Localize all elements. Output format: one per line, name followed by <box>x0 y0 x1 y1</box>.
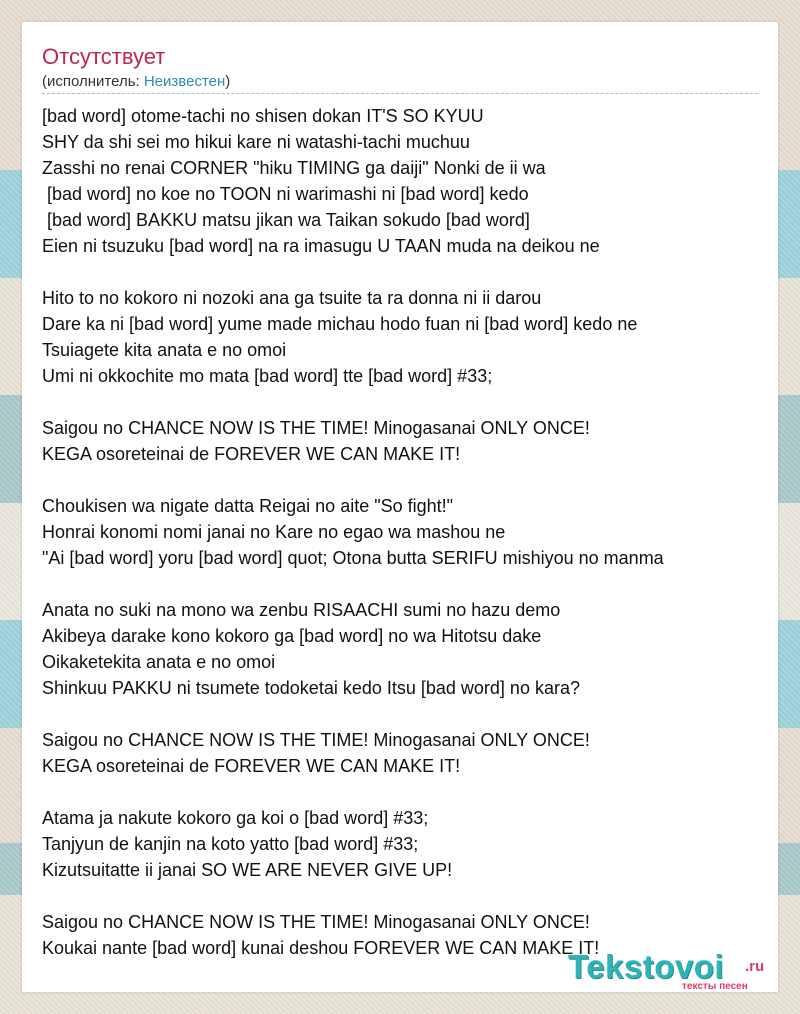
lyric-line: Zasshi no renai CORNER "hiku TIMING ga daiji" Nonki de ii wa <box>42 158 546 178</box>
lyric-line: Saigou no CHANCE NOW IS THE TIME! Minogasanai ONLY ONCE! <box>42 418 590 438</box>
logo-tagline: тексты песен <box>682 981 748 992</box>
lyric-line: Oikaketekita anata e no omoi <box>42 652 276 672</box>
artist-line <box>42 73 230 91</box>
lyric-line: Saigou no CHANCE NOW IS THE TIME! Minogasanai ONLY ONCE! <box>42 912 590 932</box>
stanza-gap <box>42 701 762 727</box>
lyric-line: Tanjyun de kanjin na koto yatto [bad word] #33; <box>42 834 419 854</box>
lyric-line: Hito to no kokoro ni nozoki ana ga tsuite ta ra donna ni ii darou <box>42 288 542 308</box>
lyric-line: Choukisen wa nigate datta Reigai no aite "So fight!" <box>42 496 454 516</box>
artist-link[interactable]: Неизвестен <box>143 73 226 90</box>
lyric-line: Kizutsuitatte ii janai SO WE ARE NEVER GIVE UP! <box>42 860 453 880</box>
lyric-line: Tsuiagete kita anata e no omoi <box>42 340 287 360</box>
lyric-line: [bad word] no koe no TOON ni warimashi ni [bad word] kedo <box>42 184 529 204</box>
lyric-line: SHY da shi sei mo hikui kare ni watashi-tachi muchuu <box>42 132 470 152</box>
lyric-line: Dare ka ni [bad word] yume made michau hodo fuan ni [bad word] kedo ne <box>42 314 638 334</box>
stanza-gap <box>42 571 762 597</box>
lyrics-body <box>42 103 762 961</box>
lyric-line: Koukai nante [bad word] kunai deshou FOREVER WE CAN MAKE IT! <box>42 938 600 958</box>
stanza-gap <box>42 883 762 909</box>
lyric-line: [bad word] otome-tachi no shisen dokan IT'S SO KYUU <box>42 106 484 126</box>
artist-suffix: ) <box>225 73 231 90</box>
stanza-gap <box>42 779 762 805</box>
artist-prefix: (исполнитель: <box>42 73 144 90</box>
logo-wordmark: Tekstovoi <box>568 948 725 985</box>
lyric-line: Umi ni okkochite mo mata [bad word] tte [bad word] #33; <box>42 366 493 386</box>
lyrics-card <box>22 22 778 992</box>
lyric-line: Eien ni tsuzuku [bad word] na ra imasugu U TAAN muda na deikou ne <box>42 236 600 256</box>
lyric-line: Saigou no CHANCE NOW IS THE TIME! Minogasanai ONLY ONCE! <box>42 730 590 750</box>
lyric-line: Shinkuu PAKKU ni tsumete todoketai kedo Itsu [bad word] no kara? <box>42 678 580 698</box>
stanza-gap <box>42 467 762 493</box>
lyric-line: KEGA osoreteinai de FOREVER WE CAN MAKE IT! <box>42 756 461 776</box>
song-title: Отсутствует <box>42 44 166 69</box>
site-logo[interactable] <box>568 948 778 992</box>
stanza-gap <box>42 389 762 415</box>
lyric-line: [bad word] BAKKU matsu jikan wa Taikan sokudo [bad word] <box>42 210 530 230</box>
lyric-line: Atama ja nakute kokoro ga koi o [bad word] #33; <box>42 808 429 828</box>
lyric-line: Anata no suki na mono wa zenbu RISAACHI sumi no hazu demo <box>42 600 561 620</box>
lyric-line: Honrai konomi nomi janai no Kare no egao wa mashou ne <box>42 522 506 542</box>
logo-domain: .ru <box>745 958 765 975</box>
lyric-line: KEGA osoreteinai de FOREVER WE CAN MAKE IT! <box>42 444 461 464</box>
stanza-gap <box>42 259 762 285</box>
lyric-line: Akibeya darake kono kokoro ga [bad word] no wa Hitotsu dake <box>42 626 542 646</box>
title-divider <box>42 93 758 94</box>
lyric-line: "Ai [bad word] yoru [bad word] quot; Otona butta SERIFU mishiyou no manma <box>42 548 664 568</box>
